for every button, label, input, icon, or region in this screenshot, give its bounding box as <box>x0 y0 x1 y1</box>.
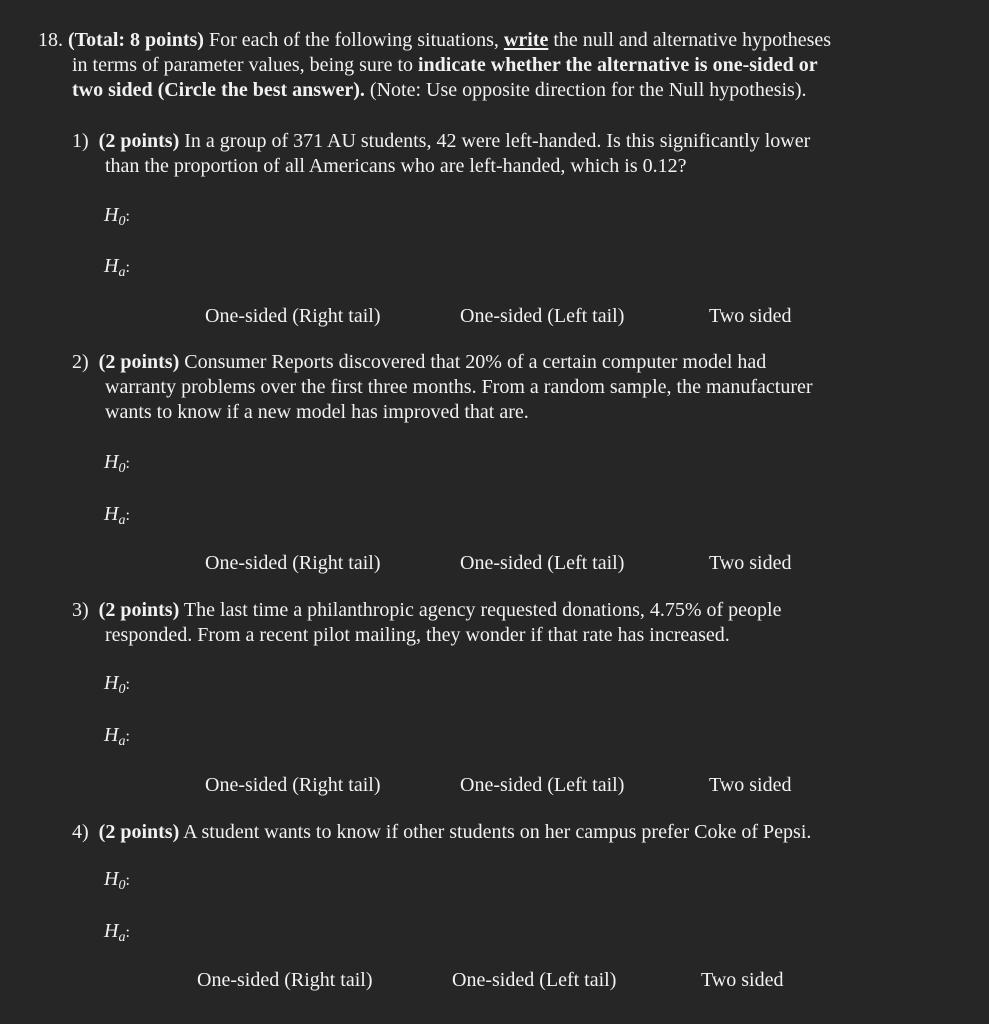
item-1-option-right-tail[interactable]: One-sided (Right tail) <box>205 305 381 327</box>
item-4-option-two-sided[interactable]: Two sided <box>701 969 784 991</box>
item-1-alt-hypothesis-label: $H_a$: <box>104 255 130 280</box>
item-text: In a group of 371 AU students, 42 were left-handed. Is this significantly lower <box>184 130 811 152</box>
item-3-option-right-tail[interactable]: One-sided (Right tail) <box>205 774 381 796</box>
question-intro-text-2: the null and alternative hypotheses <box>553 29 832 51</box>
question-line2-bold: indicate whether the alternative is one-sided or <box>418 54 818 76</box>
item-2-null-hypothesis-label: $H_0$: <box>104 451 130 476</box>
item-2-line-3: wants to know if a new model has improved that are. <box>105 401 529 423</box>
item-3-line-2: responded. From a recent pilot mailing, they wonder if that rate has increased. <box>105 624 730 646</box>
item-points: (2 points) <box>98 351 180 373</box>
item-number: 3) <box>72 599 89 621</box>
item-text: The last time a philanthropic agency requested donations, 4.75% of people <box>183 599 782 621</box>
item-2-option-two-sided[interactable]: Two sided <box>709 552 792 574</box>
item-2-option-right-tail[interactable]: One-sided (Right tail) <box>205 552 381 574</box>
item-text: Consumer Reports discovered that 20% of a certain computer model had <box>184 351 767 373</box>
question-line2-text: in terms of parameter values, being sure to <box>72 54 413 76</box>
item-1-option-two-sided[interactable]: Two sided <box>709 305 792 327</box>
question-total-points: (Total: 8 points) <box>68 29 204 51</box>
question-header-line-3 <box>72 78 807 103</box>
question-note: (Note: Use opposite direction for the Null hypothesis). <box>369 79 807 101</box>
item-2-alt-hypothesis-label: $H_a$: <box>104 503 130 528</box>
item-3-option-two-sided[interactable]: Two sided <box>709 774 792 796</box>
question-line3-bold: two sided (Circle the best answer). <box>72 79 365 101</box>
item-2-line-2: warranty problems over the first three months. From a random sample, the manufacturer <box>105 376 813 398</box>
item-3-alt-hypothesis-label: $H_a$: <box>104 724 130 749</box>
item-1-option-left-tail[interactable]: One-sided (Left tail) <box>460 305 625 327</box>
item-1-line-1 <box>72 129 810 154</box>
item-3-null-hypothesis-label: $H_0$: <box>104 672 130 697</box>
item-4-line-1 <box>72 820 811 845</box>
item-points: (2 points) <box>98 130 180 152</box>
item-2-option-left-tail[interactable]: One-sided (Left tail) <box>460 552 625 574</box>
item-4-alt-hypothesis-label: $H_a$: <box>104 920 130 945</box>
item-number: 2) <box>72 351 89 373</box>
item-points: (2 points) <box>98 821 180 843</box>
item-4-option-left-tail[interactable]: One-sided (Left tail) <box>452 969 617 991</box>
question-intro-text: For each of the following situations, <box>208 29 499 51</box>
item-number: 1) <box>72 130 89 152</box>
question-header-line-2 <box>72 53 818 78</box>
question-header-line-1 <box>38 28 831 53</box>
item-1-null-hypothesis-label: $H_0$: <box>104 204 130 229</box>
item-3-option-left-tail[interactable]: One-sided (Left tail) <box>460 774 625 796</box>
item-4-option-right-tail[interactable]: One-sided (Right tail) <box>197 969 373 991</box>
item-number: 4) <box>72 821 89 843</box>
question-number: 18. <box>38 29 63 51</box>
write-keyword: write <box>503 29 549 51</box>
item-text: A student wants to know if other students on her campus prefer Coke of Pepsi. <box>183 821 812 843</box>
item-2-line-1 <box>72 350 766 375</box>
item-points: (2 points) <box>98 599 180 621</box>
item-4-null-hypothesis-label: $H_0$: <box>104 868 130 893</box>
item-1-line-2: than the proportion of all Americans who are left-handed, which is 0.12? <box>105 155 687 177</box>
item-3-line-1 <box>72 598 782 623</box>
